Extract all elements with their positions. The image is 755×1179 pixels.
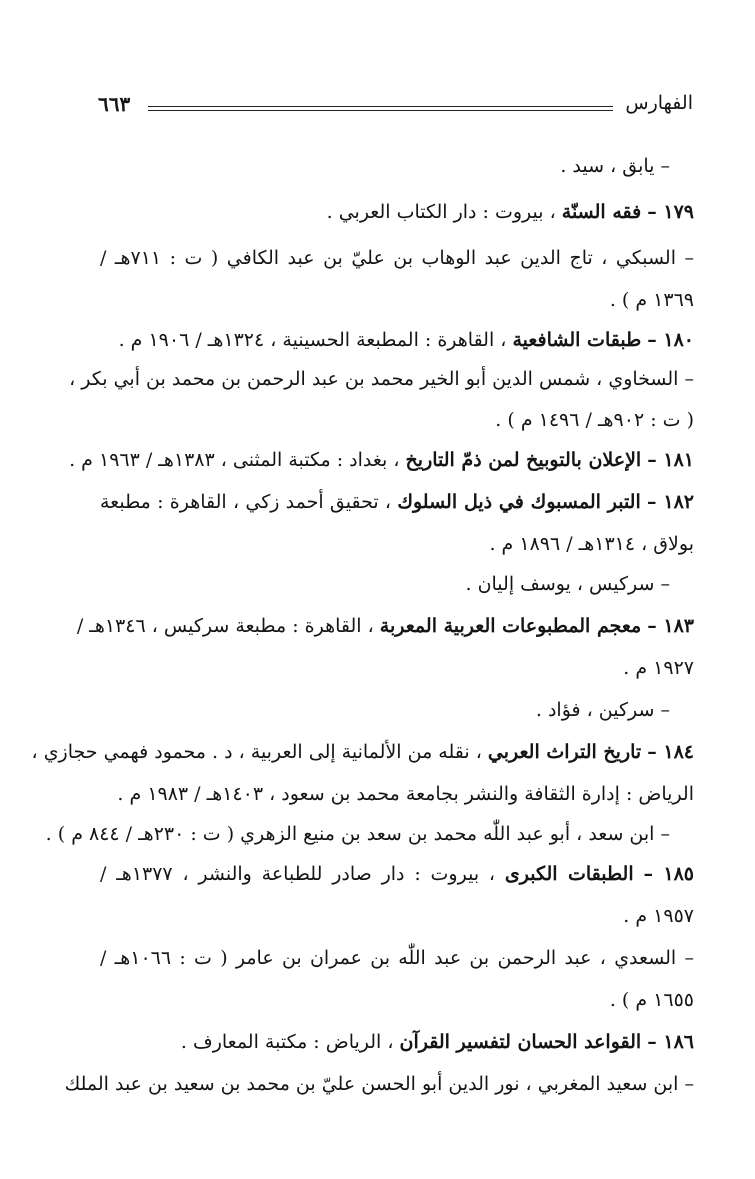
entry-number: ١٨٤ – — [647, 741, 694, 763]
continuation-line: بولاق ، ١٣١٤هـ / ١٨٩٦ م . — [489, 533, 694, 555]
entry-details: ، بغداد : مكتبة المثنى ، ١٣٨٣هـ / ١٩٦٣ م . — [69, 449, 406, 471]
index-entry — [69, 446, 694, 474]
continuation-line: ( ت : ٩٠٢هـ / ١٤٩٦ م ) . — [495, 409, 694, 431]
author-line: – السخاوي ، شمس الدين أبو الخير محمد بن عبد الرحمن بن محمد بن أبي بكر ، — [69, 368, 694, 390]
index-entry — [100, 326, 694, 354]
author-line: – يابق ، سيد . — [560, 155, 670, 177]
continuation-line: ١٣٦٩ م ) . — [609, 289, 694, 311]
continuation-line: ١٩٥٧ م . — [623, 905, 694, 927]
page-number: ٦٦٣ — [98, 92, 131, 116]
entry-details: ، القاهرة : مطبعة سركيس ، ١٣٤٦هـ / — [76, 615, 380, 637]
entry-title: الطبقات الكبرى — [504, 863, 634, 885]
entry-details: ، القاهرة : المطبعة الحسينية ، ١٣٢٤هـ / ١٩٠٦ م . — [118, 329, 513, 351]
entry-details: ، تحقيق أحمد زكي ، القاهرة : مطبعة — [100, 491, 398, 513]
header-rule — [148, 106, 613, 111]
entry-title: تاريخ التراث العربي — [487, 741, 642, 763]
continuation-line: ١٦٥٥ م ) . — [609, 989, 694, 1011]
entry-number: ١٨٦ – — [647, 1031, 694, 1053]
entry-title: طبقات الشافعية — [512, 329, 642, 351]
entry-number: ١٧٩ – — [647, 201, 694, 223]
author-line: – سركيس ، يوسف إليان . — [465, 573, 670, 595]
author-line: – ابن سعيد المغربي ، نور الدين أبو الحسن عليّ بن محمد بن سعيد بن عبد الملك — [64, 1073, 694, 1095]
index-entry — [31, 738, 694, 766]
entry-number: ١٨١ – — [647, 449, 694, 471]
entry-number: ١٨٠ – — [647, 329, 694, 351]
author-line: – سركين ، فؤاد . — [535, 699, 670, 721]
index-entry — [100, 488, 694, 516]
entry-details: ، نقله من الألمانية إلى العربية ، د . محمود فهمي حجازي ، — [31, 741, 488, 763]
index-entry — [100, 198, 694, 226]
entry-details: ، بيروت : دار صادر للطباعة والنشر ، ١٣٧٧هـ / — [100, 863, 505, 885]
index-entry — [100, 860, 694, 888]
entry-title: معجم المطبوعات العربية المعربة — [379, 615, 642, 637]
continuation-line: الرياض : إدارة الثقافة والنشر بجامعة محمد بن سعود ، ١٤٠٣هـ / ١٩٨٣ م . — [117, 783, 694, 805]
entry-number: ١٨٥ – — [643, 863, 694, 885]
continuation-line: ١٩٢٧ م . — [623, 657, 694, 679]
author-line: – السعدي ، عبد الرحمن بن عبد اللّٰه بن عمران بن عامر ( ت : ١٠٦٦هـ / — [100, 947, 694, 969]
index-entry — [76, 612, 694, 640]
entry-number: ١٨٣ – — [647, 615, 694, 637]
entry-title: الإعلان بالتوبيخ لمن ذمّ التاريخ — [405, 449, 642, 471]
entry-number: ١٨٢ – — [647, 491, 694, 513]
entry-title: فقه السنّة — [561, 201, 642, 223]
entry-details: ، بيروت : دار الكتاب العربي . — [326, 201, 562, 223]
author-line: – ابن سعد ، أبو عبد اللّٰه محمد بن سعد بن منيع الزهري ( ت : ٢٣٠هـ / ٨٤٤ م ) . — [45, 823, 670, 845]
page-header — [98, 88, 693, 128]
entry-details: ، الرياض : مكتبة المعارف . — [180, 1031, 400, 1053]
entry-title: القواعد الحسان لتفسير القرآن — [399, 1031, 642, 1053]
index-entry — [100, 1028, 694, 1056]
entry-title: التبر المسبوك في ذيل السلوك — [397, 491, 641, 513]
running-title: الفهارس — [625, 92, 693, 114]
author-line: – السبكي ، تاج الدين عبد الوهاب بن عليّ بن عبد الكافي ( ت : ٧١١هـ / — [100, 247, 694, 269]
